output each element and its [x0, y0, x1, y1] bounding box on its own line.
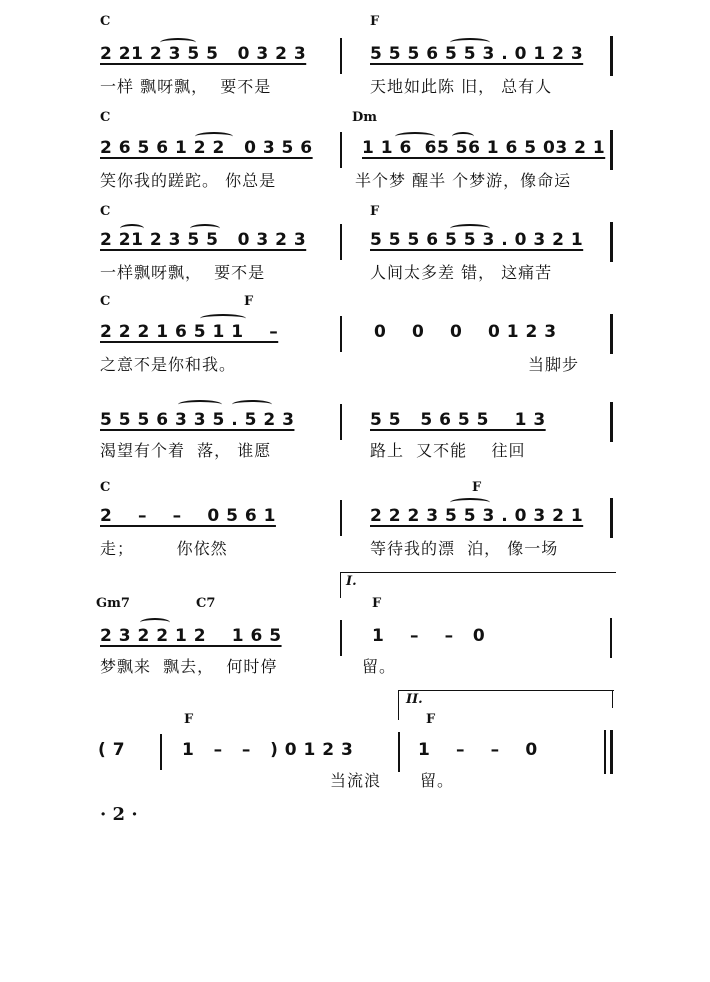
- notation-measure: 1 – – 0: [372, 626, 486, 646]
- volta-label: II.: [406, 692, 423, 707]
- volta-bracket: [398, 690, 614, 691]
- lyric-line: 一样飘呀飘， 要不是: [100, 263, 266, 282]
- barline: [340, 404, 342, 440]
- barline: [610, 314, 613, 354]
- lyric-line: 等待我的漂 泊， 像一场: [370, 539, 559, 558]
- barline: [340, 224, 342, 260]
- barline: [340, 620, 342, 656]
- notation-measure: 2 3 2 2 1 2 1 6 5: [100, 626, 282, 646]
- notation-measure: 2 – – 0 5 6 1: [100, 506, 276, 526]
- notation-measure: 5 5 5 6 5 5 1 3: [370, 410, 546, 430]
- tie: [178, 400, 222, 409]
- lyric-line: 留。: [420, 771, 455, 790]
- barline: [340, 38, 342, 74]
- chord-symbol: F: [426, 712, 436, 727]
- chord-symbol: F: [472, 480, 482, 495]
- volta-bracket: [340, 572, 616, 573]
- volta-bracket: [340, 572, 341, 598]
- chord-symbol: F: [370, 204, 380, 219]
- tie: [200, 314, 246, 323]
- notation-measure: 5 5 5 6 5 5 3 . 0 3 2 1: [370, 230, 584, 250]
- tie: [450, 38, 490, 47]
- tie: [120, 224, 144, 233]
- lyric-line: 半个梦 醒半 个梦游，像命运: [355, 171, 572, 190]
- tie: [195, 132, 233, 141]
- lyric-line: 之意不是你和我。: [100, 355, 237, 374]
- tie: [395, 132, 435, 141]
- page-number: · 2 ·: [100, 804, 138, 825]
- repeat-barline: [398, 732, 400, 772]
- tie: [450, 498, 490, 507]
- notation-measure: 2 6 5 6 1 2 2 0 3 5 6: [100, 138, 313, 158]
- notation-measure: 5 5 5 6 5 5 3 . 0 1 2 3: [370, 44, 584, 64]
- tie: [190, 224, 220, 233]
- chord-symbol: F: [370, 14, 380, 29]
- chord-symbol: C: [100, 14, 111, 29]
- lyric-line: 天地如此陈 旧， 总有人: [370, 77, 553, 96]
- lyric-line: 笑你我的蹉跎。 你总是: [100, 171, 277, 190]
- volta-bracket: [612, 690, 613, 708]
- tie: [452, 132, 474, 141]
- notation-measure: 2 2 2 3 5 5 3 . 0 3 2 1: [370, 506, 584, 526]
- notation-measure: 1 – – 0: [418, 740, 538, 760]
- tie: [232, 400, 272, 409]
- chord-symbol: F: [244, 294, 254, 309]
- barline: [340, 316, 342, 352]
- chord-symbol: C: [100, 480, 111, 495]
- lyric-line: 走； 你依然: [100, 539, 228, 558]
- chord-symbol: C: [100, 204, 111, 219]
- barline: [610, 36, 613, 76]
- notation-measure: 5 5 5 6 3 3 5 . 5 2 3: [100, 410, 295, 430]
- lyric-line: 一样 飘呀飘， 要不是: [100, 77, 272, 96]
- notation-measure: ( 7: [98, 740, 126, 760]
- tie: [160, 38, 196, 47]
- barline: [340, 500, 342, 536]
- lyric-line: 当流浪: [330, 771, 382, 790]
- final-barline: [604, 730, 606, 774]
- lyric-line: 当脚步: [528, 355, 580, 374]
- notation-measure: 1 1 6 65 56 1 6 5 03 2 1: [362, 138, 606, 158]
- notation-measure: 2 2 2 1 6 5 1 1 –: [100, 322, 279, 342]
- chord-symbol: C: [100, 294, 111, 309]
- chord-symbol: C: [100, 110, 111, 125]
- barline: [610, 618, 612, 658]
- volta-bracket: [398, 690, 399, 720]
- chord-symbol: Gm7: [96, 596, 130, 611]
- lyric-line: 梦飘来 飘去， 何时停: [100, 657, 278, 676]
- barline: [610, 130, 613, 170]
- notation-measure: 0 0 0 0 1 2 3: [374, 322, 557, 342]
- tie: [450, 224, 490, 233]
- tie: [140, 618, 170, 627]
- chord-symbol: Dm: [352, 110, 378, 125]
- final-barline: [610, 730, 613, 774]
- barline: [610, 402, 613, 442]
- chord-symbol: F: [372, 596, 382, 611]
- chord-symbol: F: [184, 712, 194, 727]
- barline: [610, 498, 613, 538]
- lyric-line: 路上 又不能 往回: [370, 441, 526, 460]
- notation-measure: 2 21 2 3 5 5 0 3 2 3: [100, 230, 307, 250]
- notation-measure: 1 – – ) 0 1 2 3: [182, 740, 354, 760]
- lyric-line: 人间太多差 错， 这痛苦: [370, 263, 553, 282]
- barline: [610, 222, 613, 262]
- volta-label: I.: [346, 574, 357, 589]
- lyric-line: 留。: [362, 657, 397, 676]
- notation-measure: 2 21 2 3 5 5 0 3 2 3: [100, 44, 307, 64]
- barline: [340, 132, 342, 168]
- barline: [160, 734, 162, 770]
- chord-symbol: C7: [196, 596, 216, 611]
- lyric-line: 渴望有个着 落， 谁愿: [100, 441, 272, 460]
